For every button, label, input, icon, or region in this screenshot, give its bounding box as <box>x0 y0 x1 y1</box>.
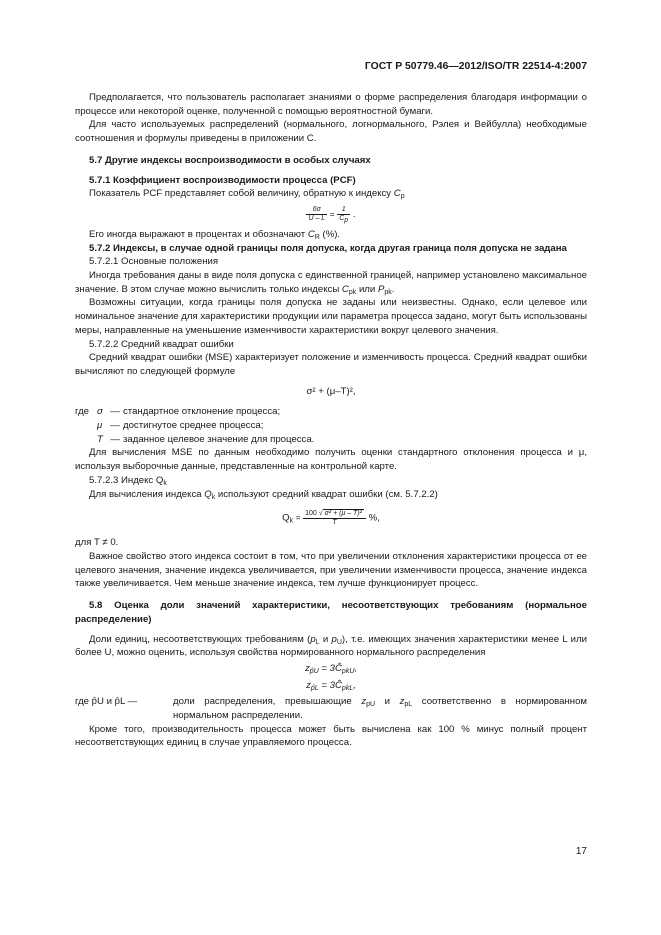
z-upper-formula: $z_{p̂U}$ = $3Ĉ_{pkU}$, <box>304 662 358 675</box>
definition-row: T — заданное целевое значение для процесса. <box>97 433 315 445</box>
definition-row: где p̂U и p̂L — доли распределения, превышающие $z_{pU}$ и $z_{pL}$ соответственно в нормированном нормальном распределении. <box>75 696 588 722</box>
document-page <box>75 0 587 935</box>
definition-row: где σ — стандартное отклонение процесса; <box>75 406 281 418</box>
fraction: $\frac{6\sigma}{U - L}$ <box>308 205 326 222</box>
paragraph: Важное свойство этого индекса состоит в том, что при увеличении отклонения характеристики процесса от ее целевого значения, значение индекса увеличивается, при увеличении изменчивости процесса, значение индекса также увеличивается. Чем меньше значение индекса, тем лучше функционирует процесс. <box>75 550 587 590</box>
section-heading-5-7-1: 5.7.1 Коэффициент воспроизводимости процесса (PCF) <box>89 174 356 186</box>
paragraph-fractions: Доли единиц, несоответствующих требованиям ($p_L$ и $p_U$), т.е. имеющих значения характеристики менее L или более U, можно оценить, используя свойства нормированного нормального распределения <box>75 633 587 659</box>
subsection-heading-5-7-2-1: 5.7.2.1 Основные положения <box>89 256 219 268</box>
section-heading-5-7: 5.7 Другие индексы воспроизводимости в особых случаях <box>89 154 371 166</box>
paragraph: Предполагается, что пользователь располагает знаниями о форме распределения благодаря информации о процессе или некоторой оценке, полученной с помощью вероятностной бумаги. <box>75 92 587 117</box>
document-header: ГОСТ Р 50779.46—2012/ISO/TR 22514-4:2007 <box>364 61 587 72</box>
paragraph-mse: Средний квадрат ошибки (MSE) характеризует положение и изменчивость процесса. Средний квадрат ошибки вычисляют по следующей формуле <box>75 352 587 377</box>
definition-row: μ — достигнутое среднее процесса; <box>97 420 264 432</box>
mse-formula: σ² + (μ–T)², <box>306 385 356 397</box>
paragraph-pcf: Показатель PCF представляет собой величину, обратную к индексу $C_p$ <box>89 188 405 201</box>
qk-formula: $Q_k$ = $\frac{\text{100 √ σ² + (μ – T)²}}{T}$ %, <box>282 510 380 527</box>
subsection-heading-5-7-2-3: 5.7.2.3 Индекс $Q_k$ <box>89 474 167 487</box>
section-heading-5-7-2: 5.7.2 Индексы, в случае одной границы поля допуска, когда другая граница поля допуска не задана <box>89 242 567 254</box>
pcf-formula: $\frac{6\sigma}{U - L}$ = $\frac{1}{C_p}$ . <box>308 205 356 224</box>
page-content <box>75 91 587 750</box>
fraction: $\frac{1}{C_p}$ <box>339 205 349 224</box>
page-number: 17 <box>575 846 587 857</box>
paragraph-one-limit: Иногда требования даны в виде поля допуска с единственной границей, например установлено максимальное значение. В этом случае можно вычислить только индексы $C_{pk}$ или $P_{pk}$. <box>75 270 587 296</box>
paragraph-cr: Его иногда выражают в процентах и обозначают $C_R$ (%). <box>89 228 341 241</box>
paragraph: Кроме того, производительность процесса может быть вычислена как 100 % минус полный процент несоответствующих единиц в случае управляемого процесса. <box>75 723 587 749</box>
paragraph-condition: для T ≠ 0. <box>75 537 119 549</box>
paragraph: Возможны ситуации, когда границы поля допуска не заданы или неизвестны. Однако, если целевое или номинальное значение для характеристики продукции или параметра процесса задано, могут быть использованы меры, направленные на уменьшение изменчивости характеристики вокруг целевого значения. <box>75 297 587 336</box>
paragraph-qk: Для вычисления индекса $Q_k$ используют средний квадрат ошибки (см. 5.7.2.2) <box>89 488 438 501</box>
definitions-list <box>75 405 587 446</box>
section-heading-5-8: 5.8 Оценка доли значений характеристики, несоответствующих требованиям (нормальное распределение) <box>75 600 587 625</box>
subsection-heading-5-7-2-2: 5.7.2.2 Средний квадрат ошибки <box>89 338 234 350</box>
paragraph-mse-estimation: Для вычисления MSE по данным необходимо получить оценки стандартного отклонения процесса и μ, используя выборочные данные, представленные на контрольной карте. <box>75 447 587 473</box>
fraction: $\frac{\text{100 √ σ² + (μ – T)²}}{T}$ <box>303 509 366 527</box>
z-lower-formula: $z_{p̂L}$ = $3Ĉ_{pkL}$, <box>306 679 356 692</box>
paragraph: Для часто используемых распределений (нормального, логнормального, Рэлея и Вейбулла) необходимые соотношения и формулы приведены в приложении С. <box>75 119 587 145</box>
